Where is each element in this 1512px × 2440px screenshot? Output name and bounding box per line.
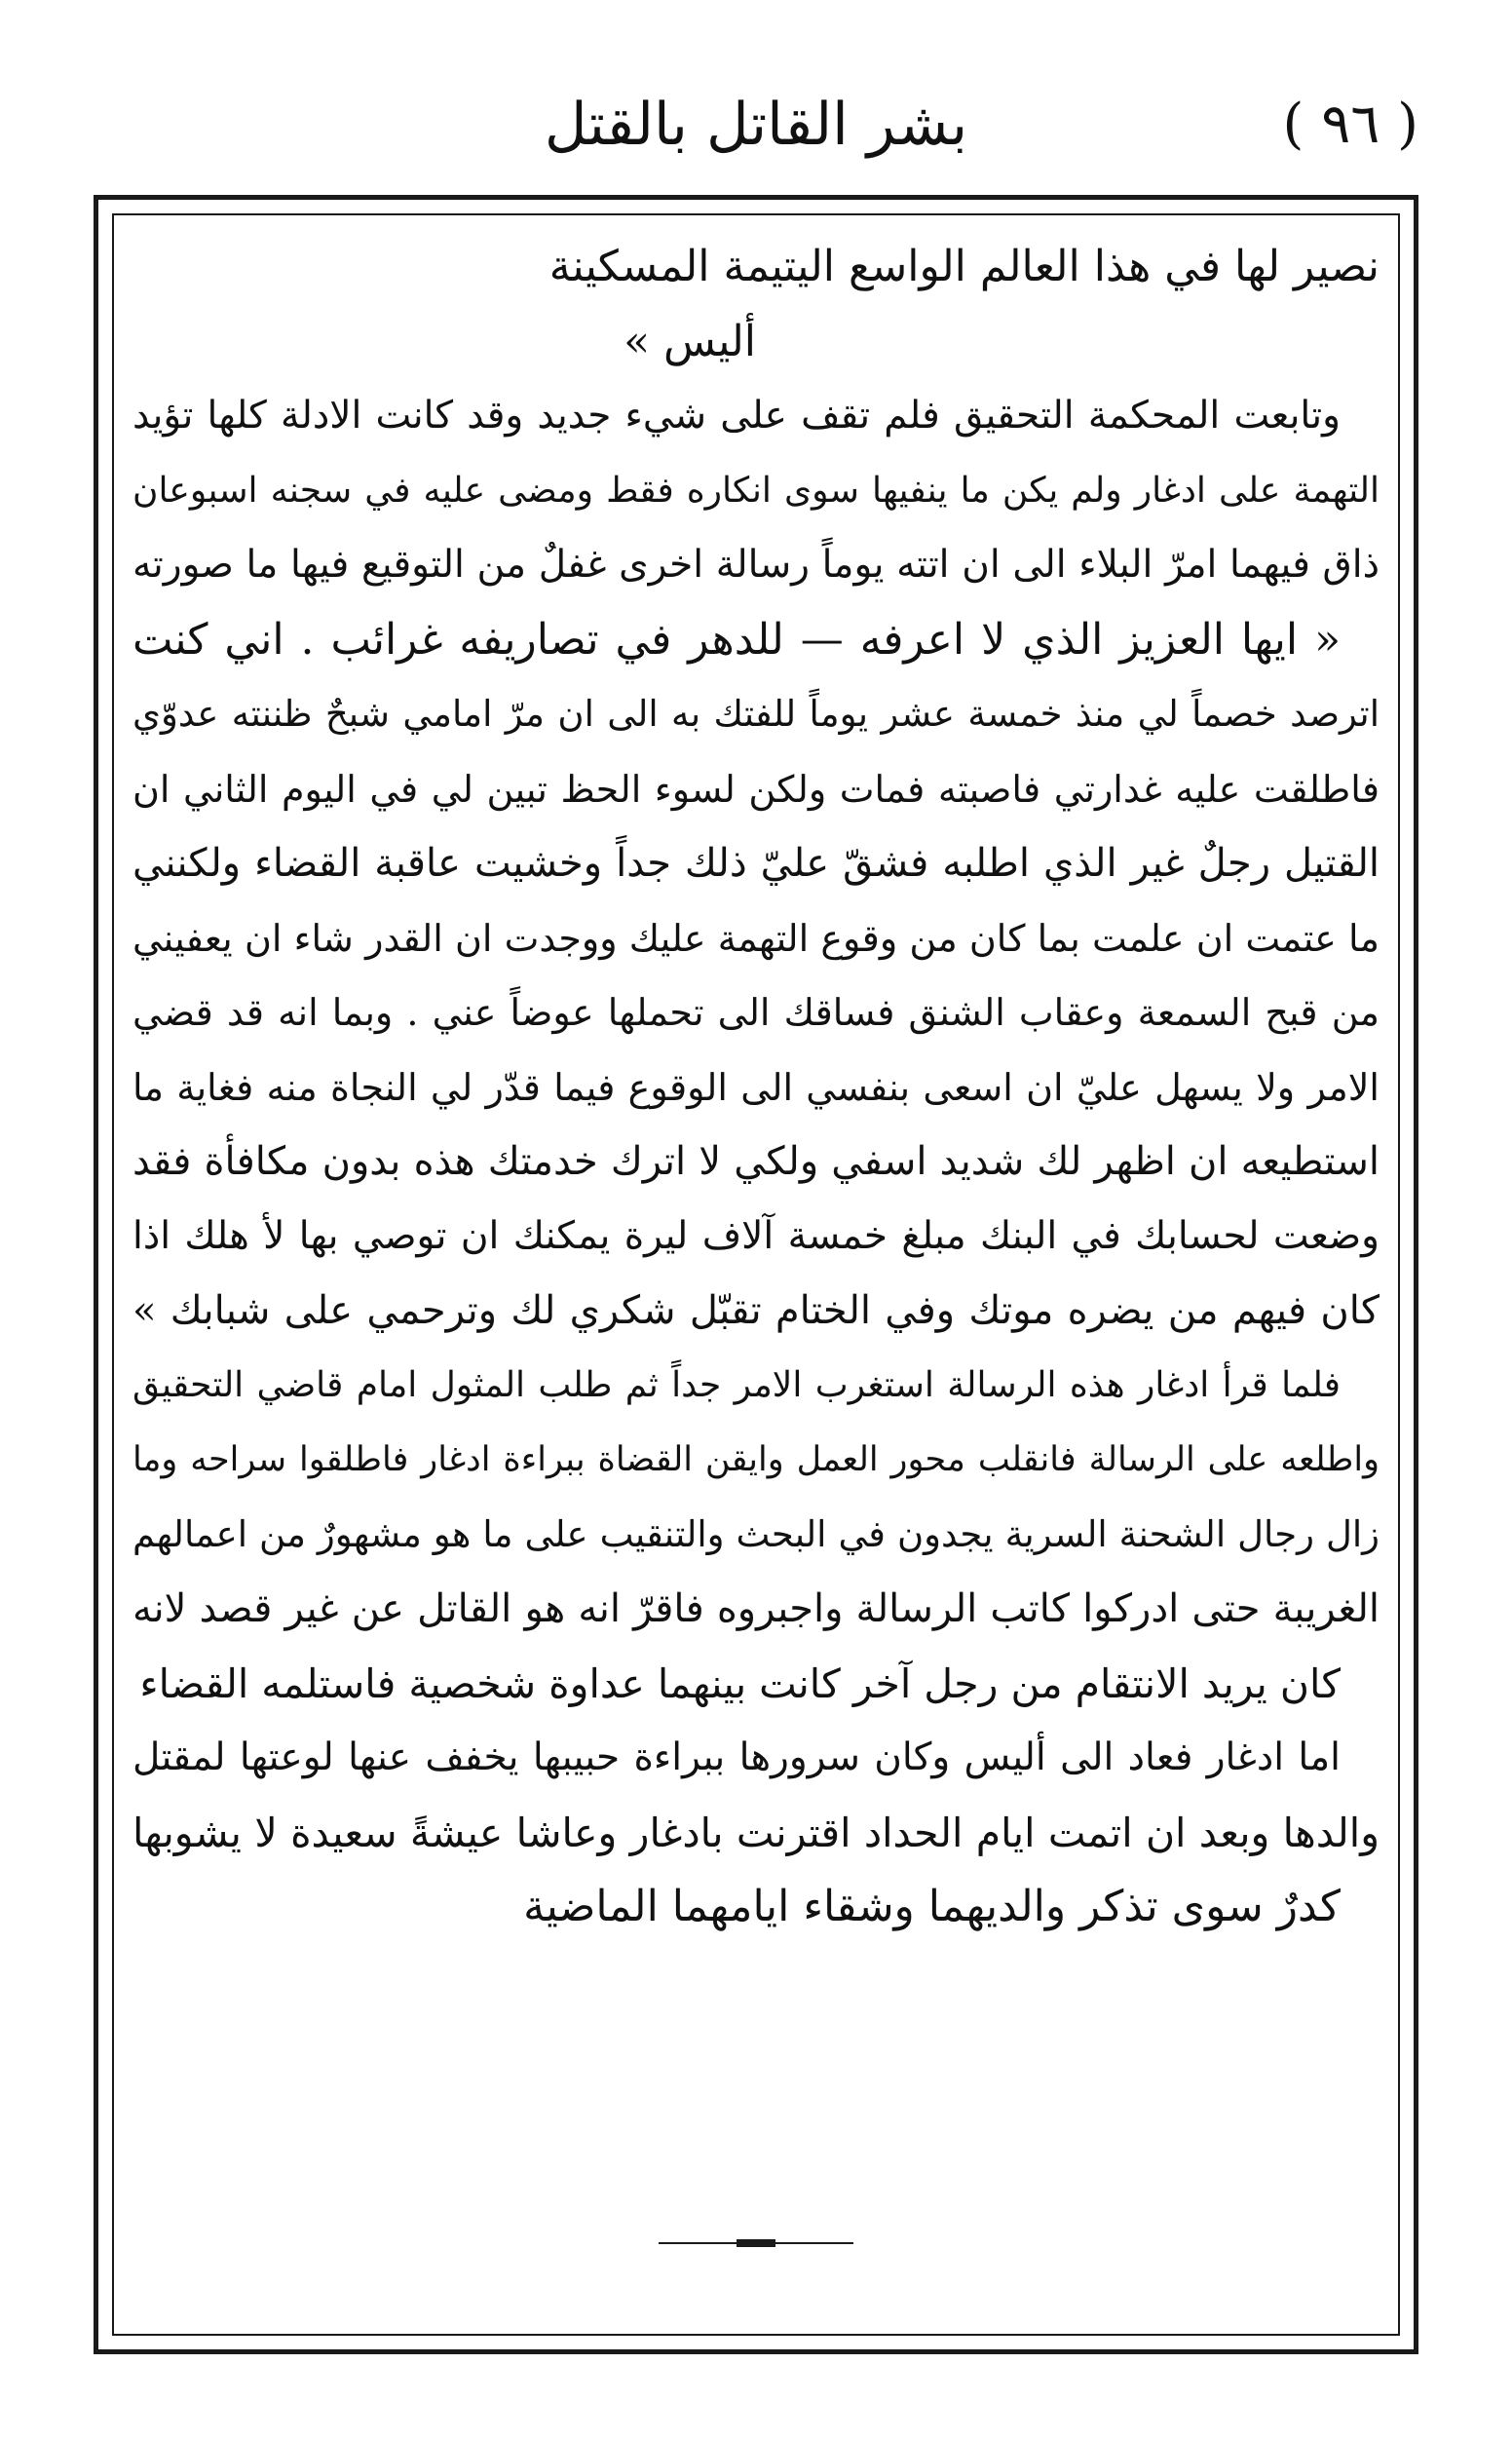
text-line: كان يريد الانتقام من رجل آخر كانت بينهما عداوة شخصية فاستلمه القضاء (139, 1659, 1341, 1707)
page-number: ( ٩٦ ) (1282, 93, 1418, 156)
text-line: ما عتمت ان علمت بما كان من وقوع التهمة عليك ووجدت ان القدر شاء ان يعفيني (132, 916, 1380, 960)
running-title: بشر القاتل بالقتل (544, 91, 968, 159)
letter-signature: أليس » (624, 316, 756, 366)
text-line: والدها وبعد ان اتمت ايام الحداد اقترنت بادغار وعاشا عيشةً سعيدة لا يشوبها (132, 1809, 1380, 1856)
text-line: التهمة على ادغار ولم يكن ما ينفيها سوى انكاره فقط ومضى عليه في سجنه اسبوعان (132, 470, 1380, 511)
text-line: الامر ولا يسهل عليّ ان اسعى بنفسي الى الوقوع فيما قدّر لي النجاة منه فغاية ما (132, 1065, 1380, 1109)
text-line: واطلعه على الرسالة فانقلب محور العمل وايقن القضاة ببراءة ادغار فاطلقوا سراحه وما (132, 1440, 1380, 1479)
text-line: « ايها العزيز الذي لا اعرفه — للدهر في تصاريفه غرائب . اني كنت (132, 614, 1341, 665)
text-line: اما ادغار فعاد الى أليس وكان سرورها ببراءة حبيبها يخفف عنها لوعتها لمقتل (132, 1735, 1341, 1779)
text-body (132, 230, 1380, 2198)
text-line: القتيل رجلٌ غير الذي اطلبه فشقّ عليّ ذلك جداً وخشيت عاقبة القضاء ولكنني (132, 841, 1380, 886)
text-line: الغريبة حتى ادركوا كاتب الرسالة واجبروه فاقرّ انه هو القاتل عن غير قصد لانه (132, 1586, 1380, 1631)
text-line: استطيعه ان اظهر لك شديد اسفي ولكي لا اترك خدمتك هذه بدون مكافأة فقد (132, 1139, 1380, 1184)
text-line: كدرٌ سوى تذكر والديهما وشقاء ايامهما الماضية (523, 1882, 1341, 1931)
text-line: ذاق فيهما امرّ البلاء الى ان اتته يوماً رسالة اخرى غفلٌ من التوقيع فيها ما صورته (132, 543, 1380, 587)
end-ornament (659, 2237, 853, 2249)
text-line: وتابعت المحكمة التحقيق فلم تقف على شيء جديد وقد كانت الادلة كلها تؤيد (132, 394, 1341, 438)
text-line: زال رجال الشحنة السرية يجدون في البحث والتنقيب على ما هو مشهورٌ من اعمالهم (132, 1512, 1380, 1555)
text-line: كان فيهم من يضره موتك وفي الختام تقبّل شكري لك وترحمي على شبابك » (132, 1288, 1380, 1333)
text-line: وضعت لحسابك في البنك مبلغ خمسة آلاف ليرة يمكنك ان توصي بها لأ هلك اذا (132, 1213, 1380, 1258)
text-line: نصير لها في هذا العالم الواسع اليتيمة المسكينة (548, 242, 1380, 291)
text-line: اترصد خصماً لي منذ خمسة عشر يوماً للفتك به الى ان مرّ امامي شبحٌ ظننته عدوّي (132, 693, 1380, 735)
page-header (94, 90, 1418, 187)
text-line: فلما قرأ ادغار هذه الرسالة استغرب الامر جداً ثم طلب المثول امام قاضي التحقيق (132, 1364, 1341, 1405)
text-line: فاطلقت عليه غدارتي فاصبته فمات ولكن لسوء الحظ تبين لي في اليوم الثاني ان (132, 767, 1380, 811)
text-line: من قبح السمعة وعقاب الشنق فساقك الى تحملها عوضاً عني . وبما انه قد قضي (132, 991, 1380, 1034)
